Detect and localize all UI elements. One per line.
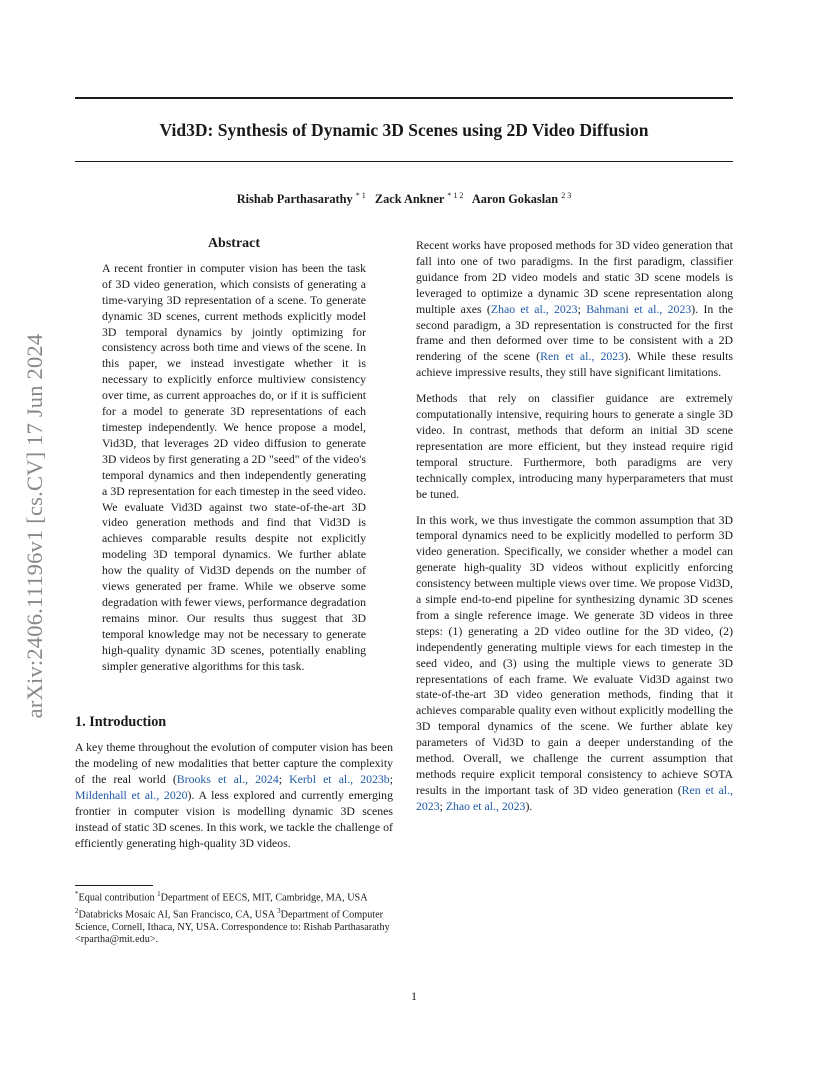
footnote-rule: [75, 885, 153, 886]
intro-paragraph-2: [416, 238, 733, 381]
citation-link[interactable]: Brooks et al., 2024: [176, 772, 279, 787]
footnote-text: Department of Computer Science, Cornell, Ithaca, NY, USA. Correspondence to: Rishab Parthasarathy <rpartha@mit.edu>.: [75, 909, 390, 945]
citation-link[interactable]: Zhao et al., 2023: [490, 301, 578, 316]
citation-link[interactable]: Bahmani et al., 2023: [586, 301, 692, 316]
intro-paragraph-3: Methods that rely on classifier guidance are extremely computationally intensive, requiring hours to generate a single 3D video. In contrast, methods that deform an initial 3D scene representation are more efficient, but they instead require rigid temporal structure. Furthermore, both paradigms are very technically complex, introducing many hyperparameters that must be tuned.: [416, 391, 733, 501]
citation-separator: ;: [278, 772, 290, 787]
arxiv-identifier: arXiv:2406.11196v1 [cs.CV] 17 Jun 2024: [22, 333, 47, 718]
citation-link[interactable]: Ren et al., 2023: [540, 349, 625, 364]
abstract-body: A recent frontier in computer vision has been the task of 3D video generation, which consists of generating a time-varying 3D representation of a scene. To generate dynamic 3D scenes, current methods explicitly model 3D temporal dynamics by jointly optimizing for consistency across both time and views of the scene. In this paper, we instead investigate whether it is necessary to explicitly enforce multiview consistency over time, as current approaches do, or if it is sufficient for a model to generate 3D representations of each timestep independently. We hence propose a model, Vid3D, that leverages 2D video diffusion to generate 3D videos by first generating a 2D "seed" of the video's temporal dynamics and then independently generating a 3D representation for each timestep in the seed video. We evaluate Vid3D against two state-of-the-art 3D video generation methods and find that Vid3D is achieves comparable results despite not explicitly modeling 3D temporal dynamics. We further ablate how the quality of Vid3D depends on the number of views generated per frame. While we observe some degradation with fewer views, performance degradation remains minor. Our results thus suggest that 3D temporal knowledge may not be necessary to generate high-quality dynamic 3D scenes, potentially enabling simpler generative algorithms for this task.: [102, 260, 367, 673]
footnote-text: Department of EECS, MIT, Cambridge, MA, USA: [160, 892, 368, 904]
author-affiliation: 2 3: [561, 191, 572, 200]
left-column: [75, 236, 393, 852]
footnote: [75, 888, 393, 946]
citation-separator: ;: [577, 301, 587, 316]
section-heading-introduction: 1. Introduction: [75, 714, 167, 731]
footnote-text: Databricks Mosaic AI, San Francisco, CA, USA: [78, 909, 278, 921]
citation-link[interactable]: Zhao et al., 2023: [445, 798, 526, 813]
abstract-heading: Abstract: [207, 236, 261, 251]
citation-link[interactable]: Mildenhall et al., 2020: [75, 788, 188, 803]
paragraph-text: Recent works have proposed methods for 3D video generation that fall into one of two paradigms. In the first paradigm, classifier guidance from 2D video models and static 3D scene models is leveraged to optimize a dynamic 3D scene representation along multiple axes (: [416, 238, 733, 316]
title-rule-bottom: [75, 161, 733, 162]
author-affiliation: * 1: [355, 191, 366, 200]
paragraph-text: In this work, we thus investigate the common assumption that 3D temporal dynamics need to be explicitly modelled to perform 3D video generation. Specifically, we consider whether a model can generate high-quality 3D videos without explicitly enforcing consistency between multiple views over time. We propose Vid3D, a simple end-to-end pipeline for synthesizing dynamic 3D scenes from a single reference image. We generate 3D videos in three steps: (1) generating a 2D video outline for the 3D video, (2) independently generating multiple views for each timestep in the seed video, and (3) using the multiple views to generate 3D representations of each frame. We evaluate Vid3D against two state-of-the-art 3D video generation methods, finding that it achieves comparable quality even without explicitly modelling the 3D temporal dynamics of the scene. We further ablate key parameters of Vid3D to gain a deeper understanding of the method. Overall, we challenge the current assumption that methods require explicit temporal consistency to achieve SOTA results in the important task of 3D video generation (: [416, 512, 733, 797]
author-name: Zack Ankner: [374, 192, 445, 207]
paper-title: Vid3D: Synthesis of Dynamic 3D Scenes using 2D Video Diffusion: [159, 120, 649, 140]
intro-paragraph-1: [75, 740, 393, 851]
citation-link[interactable]: Kerbl et al., 2023b: [289, 772, 390, 787]
author-list: [75, 191, 733, 207]
author-name: Aaron Gokaslan: [471, 192, 559, 207]
author-name: Rishab Parthasarathy: [236, 192, 353, 207]
citation-separator: ;: [389, 772, 393, 787]
paragraph-text: ). In the second paradigm, a 3D representation is constructed for the first frame and then deformed over time to be consistent with a 2D rendering of the scene (: [416, 301, 734, 364]
arxiv-sidebar: [18, 288, 52, 763]
footnote-marker: 1: [157, 890, 161, 898]
paragraph-text: ).: [525, 798, 533, 813]
citation-separator: ;: [439, 798, 446, 813]
title-rule-top: [75, 97, 733, 99]
footnote-marker: 3: [277, 906, 281, 915]
intro-paragraph-4: [416, 513, 733, 815]
paragraph-text: ). A less explored and currently emerging frontier in computer vision is modelling dynamic 3D scenes instead of static 3D scenes. In this work, we tackle the challenge of efficiently generating high-quality 3D videos.: [75, 788, 393, 850]
footnote-marker: *: [75, 890, 79, 898]
author-affiliation: * 1 2: [447, 191, 464, 200]
right-column: [416, 238, 733, 825]
paragraph-text: A key theme throughout the evolution of computer vision has been the modeling of new modalities that better capture the complexity of the real world (: [75, 740, 393, 787]
citation-link[interactable]: Ren et al., 2023: [416, 782, 733, 813]
page-number: 1: [411, 989, 417, 1003]
paragraph-text: ). While these results achieve impressive results, they still have significant limitations.: [416, 349, 733, 380]
footnote-text: Equal contribution: [78, 892, 158, 904]
footnote-marker: 2: [75, 906, 79, 915]
